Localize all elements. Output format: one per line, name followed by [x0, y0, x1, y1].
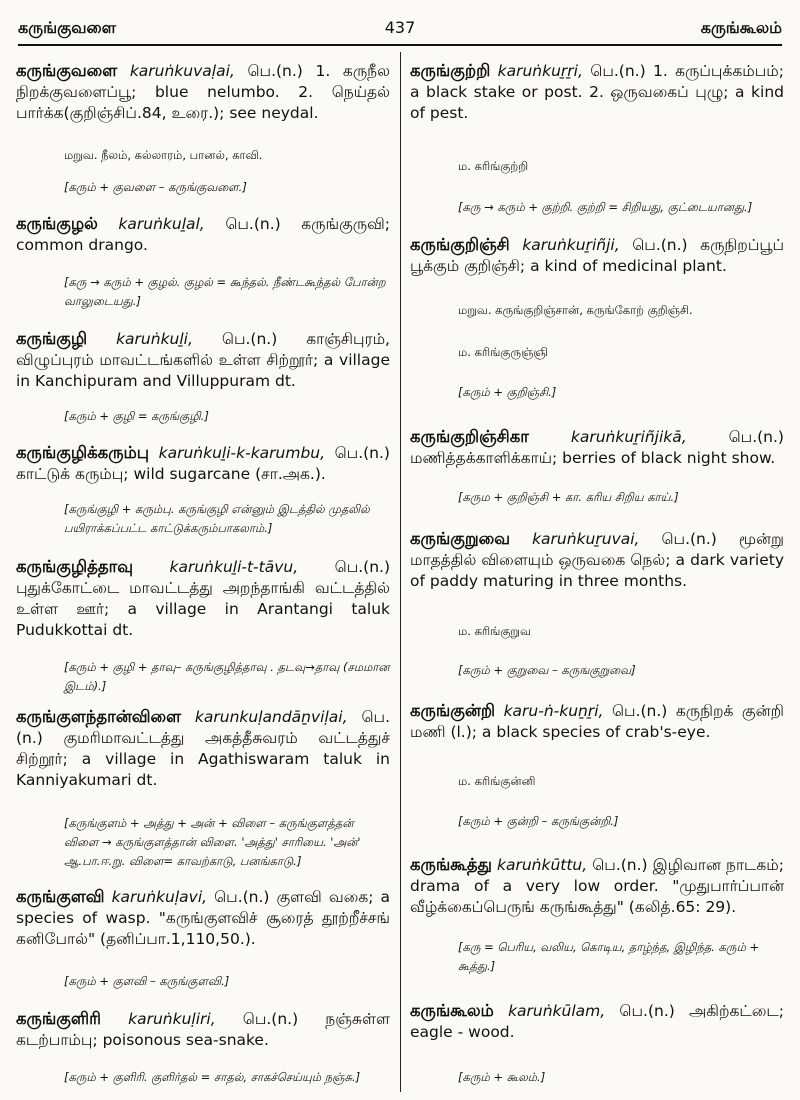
headword: கருங்குறிஞ்சி — [410, 235, 510, 254]
headword: கருங்குளவி — [16, 887, 105, 906]
transliteration: karuṅkuṟṟi, — [497, 62, 583, 80]
transliteration: karuṅkuvaḷai, — [129, 62, 235, 80]
etymology-note: [கருங்குளம் + அத்து + அன் + விளை – கருங்குளத்தன் விளை → கருங்குளத்தான் விளை. 'அத்து' சாரியை. 'அன்' ஆ.பா.ஈ.று. விளை= காவற்காடு, பனங்காடு.] — [64, 816, 361, 868]
dictionary-entry — [410, 1000, 784, 1043]
etymology-note: [கரும் + குழி = கருங்குழி.] — [64, 409, 209, 423]
definition: பெ.(n.) அகிற்கட்டை; eagle - wood. — [410, 1002, 784, 1041]
column-divider — [400, 52, 401, 1092]
dictionary-entry — [410, 854, 784, 918]
etymology-note: [கருங்குழி + கரும்பு. கருங்குழி என்னும் இடத்தில் முதலில் பயிராக்கப்பட்ட காட்டுக்கரும்பாகலாம்.] — [64, 502, 370, 535]
definition: பெ.(n.) 1. கருநீல நிறக்குவளைப்பூ; blue nelumbo. 2. நெய்தல் பார்க்க(குறிஞ்சிப்.84, உரை.); see neydal. — [16, 62, 390, 122]
headword: கருங்குன்றி — [410, 701, 496, 720]
dictionary-entry — [16, 706, 390, 791]
etymology-note: [கரும் + கூலம்.] — [458, 1070, 546, 1084]
transliteration: karuṅkuḷavi, — [111, 888, 208, 906]
cognate-note: ம. கரிங்குறுவ — [458, 624, 532, 638]
headword: கருங்குவளை — [16, 61, 118, 80]
headword: கருங்குழல் — [16, 214, 98, 233]
transliteration: karu-ṅ-kuṉṟi, — [503, 702, 604, 720]
definition: பெ.(n.) காட்டுக் கரும்பு; wild sugarcane (சா.அக.). — [16, 444, 390, 483]
definition: பெ.(n.) இழிவான நாடகம்; drama of a very low order. "முதுபார்ப்பான் வீழ்க்கைப்பெருங் கருங்கூத்து" (கலித்.65: 29). — [410, 856, 784, 916]
definition: பெ.(n.) காஞ்சிபுரம், விழுப்புரம் மாவட்டங்களில் உள்ள சிற்றூர்; a village in Kanchipuram and Villuppuram dt. — [16, 330, 390, 390]
dictionary-entry — [410, 700, 784, 743]
page-number: 437 — [384, 18, 416, 37]
transliteration: karuṅkuḻi, — [116, 330, 193, 348]
transliteration: karuṅkuḻi-t-tāvu, — [169, 558, 299, 576]
cognate-note: ம. கரிங்குன்னி — [458, 774, 536, 788]
definition: பெ.(n.) மூன்று மாதத்தில் விளையும் ஒருவகை நெல்; a dark variety of paddy maturing in three months. — [410, 530, 784, 590]
transliteration: karuṅkuḻi-k-karumbu, — [158, 444, 326, 462]
headword: கருங்கூலம் — [410, 1001, 494, 1020]
synonyms-note: மறுவ. கருங்குறிஞ்சான், கருங்கோற் குறிஞ்சி. — [458, 303, 693, 317]
definition: பெ.(n.) குளவி வகை; a species of wasp. "கருங்குளவிச் சூரைத் தூற்றீச்சங் கனிபோல்" (தனிப்பா.1,110,50.). — [16, 888, 390, 948]
dictionary-entry — [16, 442, 390, 485]
definition: பெ.(n.) 1. கருப்புக்கம்பம்; a black stake or post. 2. ஒருவகைப் புழு; a kind of pest. — [410, 62, 784, 122]
etymology-note: [கரும + குறிஞ்சி + கா. கரிய சிறிய காய்.] — [458, 490, 679, 504]
etymology-note: [கரும் + குளவி – கருங்குளவி.] — [64, 974, 230, 988]
definition: பெ.(n.) நஞ்சுள்ள கடற்பாம்பு; poisonous sea-snake. — [16, 1010, 390, 1049]
headword: கருங்குழித்தாவு — [16, 557, 134, 576]
transliteration: karuṅkuṟuvai, — [532, 530, 640, 548]
etymology-note: [கரு → கரும் + குற்றி. குற்றி = சிறியது, குட்டையானது.] — [458, 200, 753, 214]
transliteration: karuṅkūlam, — [508, 1002, 606, 1020]
headword: கருங்குழி — [16, 329, 88, 348]
transliteration: karuṅkuṟiñji, — [522, 236, 620, 254]
dictionary-entry — [16, 886, 390, 950]
headword: கருங்குறிஞ்சிகா — [410, 427, 529, 446]
etymology-note: [கரும் + குன்றி – கருங்குன்றி.] — [458, 814, 619, 828]
headword: கருங்கூத்து — [410, 855, 492, 874]
transliteration: karuṅkuḻal, — [118, 215, 205, 233]
cognate-note: ம. கரிங்குற்றி — [458, 159, 529, 173]
dictionary-entry — [410, 234, 784, 277]
definition: பெ.(n.) மணித்தக்காளிக்காய்; berries of black night show. — [410, 428, 784, 467]
left-guide-word: கருங்குவளை — [18, 18, 117, 37]
dictionary-entry — [16, 213, 390, 256]
etymology-note: [கரும் + குறுவை – கருஙகுறுவை] — [458, 663, 636, 677]
definition: பெ.(n.) கருநிறப்பூப் பூக்கும் குறிஞ்சி; a kind of medicinal plant. — [410, 236, 784, 275]
transliteration: karuṅkuḷiri, — [128, 1010, 216, 1028]
synonyms-note: மறுவ. நீலம், கல்லாரம், பானல், காவி. — [64, 148, 263, 162]
dictionary-entry — [410, 426, 784, 469]
definition: பெ.(n.) கருங்குருவி; common drango. — [16, 215, 390, 254]
transliteration: karuṅkūttu, — [496, 856, 588, 874]
headword: கருங்குளந்தான்விளை — [16, 707, 181, 726]
headword: கருங்குழிக்கரும்பு — [16, 443, 150, 462]
transliteration: karunkuḷandāṉviḷai, — [194, 708, 348, 726]
dictionary-entry — [16, 1008, 390, 1051]
dictionary-entry — [410, 528, 784, 592]
right-guide-word: கருங்கூலம் — [700, 18, 782, 37]
dictionary-entry — [16, 556, 390, 641]
etymology-note: [கரும் + குளிரி. குளிர்தல் = சாதல், சாகச்செய்யும் நஞ்சு.] — [64, 1070, 361, 1084]
dictionary-entry — [16, 60, 390, 124]
etymology-note: [கரு → கரும் + குழல். குழல் = கூந்தல். நீண்டகூந்தல் போன்ற வாலுடையது.] — [64, 275, 386, 308]
definition: பெ.(n.) கருநிறக் குன்றி மணி (l.); a black species of crab's-eye. — [410, 702, 784, 741]
headword: கருங்குற்றி — [410, 61, 491, 80]
etymology-note: [கரும் + குவளை – கருங்குவளை.] — [64, 180, 247, 194]
etymology-note: [கரும் + குழி + தாவு– கருங்குழித்தாவு . தடவு→தாவு (சமமான இடம்).] — [64, 660, 390, 693]
dictionary-entry — [410, 60, 784, 124]
transliteration: karuṅkuṟiñjikā, — [570, 428, 687, 446]
etymology-note: [கரும் + குறிஞ்சி.] — [458, 385, 557, 399]
page-header — [18, 14, 782, 46]
dictionary-entry — [16, 328, 390, 392]
etymology-note: [கரு = பெரிய, வலிய, கொடிய, தாழ்ந்த, இழிந்த. கரும் + கூத்து.] — [458, 940, 760, 973]
cognate-note: ம. கரிங்குருஞ்ஞி — [458, 345, 548, 359]
definition: பெ.(n.) புதுக்கோட்டை மாவட்டத்து அறந்தாங்கி வட்டத்தில் உள்ள ஊர்; a village in Arantangi taluk Pudukkottai dt. — [16, 558, 390, 639]
definition: பெ.(n.) குமரிமாவட்டத்து அகத்தீசுவரம் வட்டத்துச் சிற்றூர்; a village in Agathiswaram taluk in Kanniyakumari dt. — [16, 708, 390, 789]
headword: கருங்குளிரி — [16, 1009, 101, 1028]
headword: கருங்குறுவை — [410, 529, 511, 548]
